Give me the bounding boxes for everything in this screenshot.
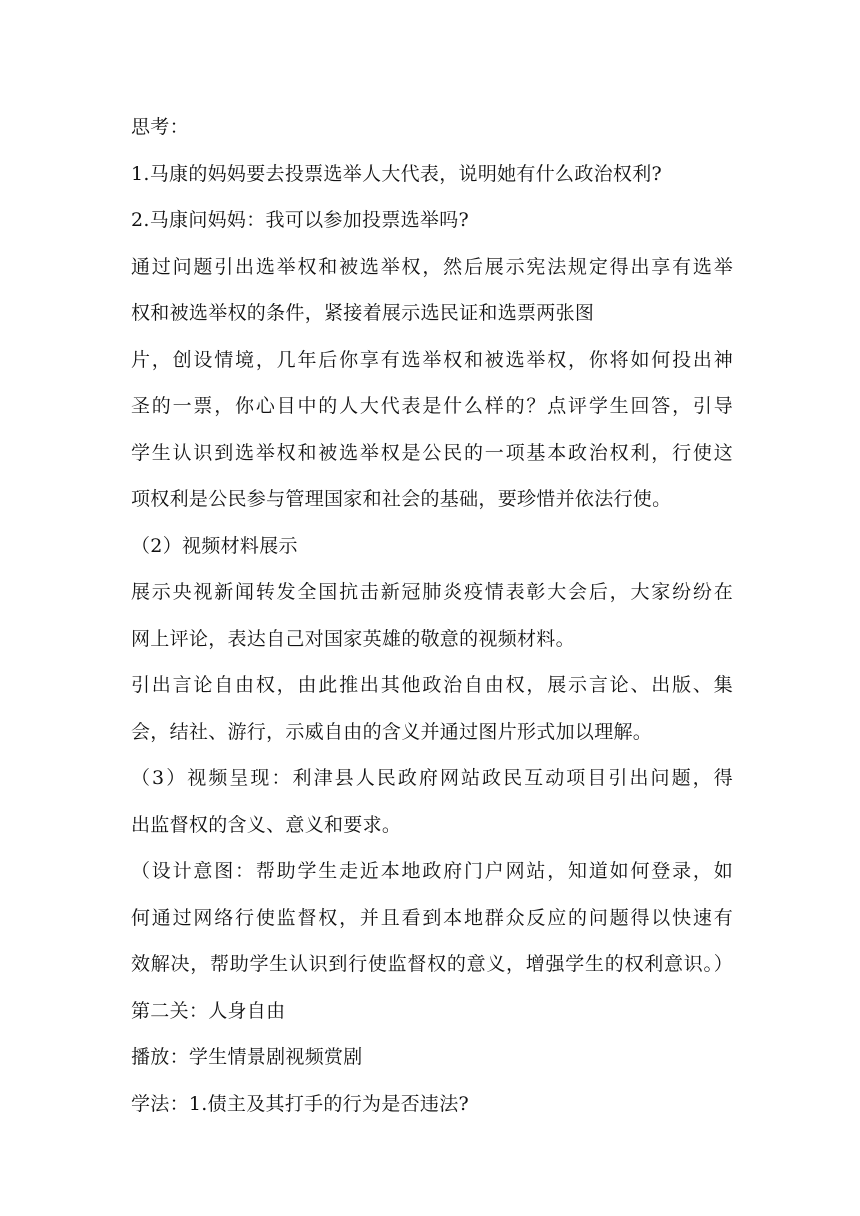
- text-line-paragraph-1f: 项权利是公民参与管理国家和社会的基础，要珍惜并依法行使。: [131, 488, 672, 510]
- text-line-paragraph-1b: 权和被选举权的条件，紧接着展示选民证和选票两张图: [131, 302, 595, 324]
- text-line-paragraph-3b: 会，结社、游行，示威自由的含义并通过图片形式加以理解。: [131, 720, 653, 743]
- text-line-section-3a: （3）视频呈现：利津县人民政府网站政民互动项目引出问题，得: [131, 767, 733, 789]
- text-line-design-intent-a: （设计意图：帮助学生走近本地政府门户网站，知道如何登录，如: [131, 860, 733, 882]
- text-line-paragraph-2a: 展示央视新闻转发全国抗击新冠肺炎疫情表彰大会后，大家纷纷在: [131, 581, 733, 603]
- text-line-play-video: 播放：学生情景剧视频赏剧: [131, 1046, 363, 1068]
- text-line-paragraph-1a: 通过问题引出选举权和被选举权，然后展示宪法规定得出享有选举: [131, 255, 733, 278]
- text-line-section-3b: 出监督权的含义、意义和要求。: [131, 813, 402, 836]
- text-line-paragraph-1d: 圣的一票，你心目中的人大代表是什么样的？点评学生回答，引导: [131, 395, 733, 417]
- text-line-question-1: 1.马康的妈妈要去投票选举人大代表，说明她有什么政治权利?: [131, 162, 663, 185]
- text-line-study-question: 学法：1.债主及其打手的行为是否违法?: [131, 1092, 470, 1115]
- text-line-design-intent-c: 效解决，帮助学生认识到行使监督权的意义，增强学生的权利意识。）: [131, 953, 733, 975]
- text-line-design-intent-b: 何通过网络行使监督权，并且看到本地群众反应的问题得以快速有: [131, 906, 733, 929]
- text-line-paragraph-3a: 引出言论自由权，由此推出其他政治自由权，展示言论、出版、集: [131, 674, 733, 696]
- text-line-paragraph-2b: 网上评论，表达自己对国家英雄的敬意的视频材料。: [131, 627, 575, 650]
- document-body: [131, 112, 733, 1120]
- text-line-thinking-heading: 思考：: [131, 116, 189, 138]
- text-line-section-2-heading: （2）视频材料展示: [131, 534, 298, 557]
- text-line-paragraph-1e: 学生认识到选举权和被选举权是公民的一项基本政治权利，行使这: [131, 441, 733, 464]
- text-line-question-2: 2.马康问妈妈：我可以参加投票选举吗?: [131, 209, 470, 231]
- text-line-level-2-heading: 第二关：人身自由: [131, 999, 286, 1022]
- text-line-paragraph-1c: 片，创设情境，几年后你享有选举权和被选举权，你将如何投出神: [131, 348, 733, 371]
